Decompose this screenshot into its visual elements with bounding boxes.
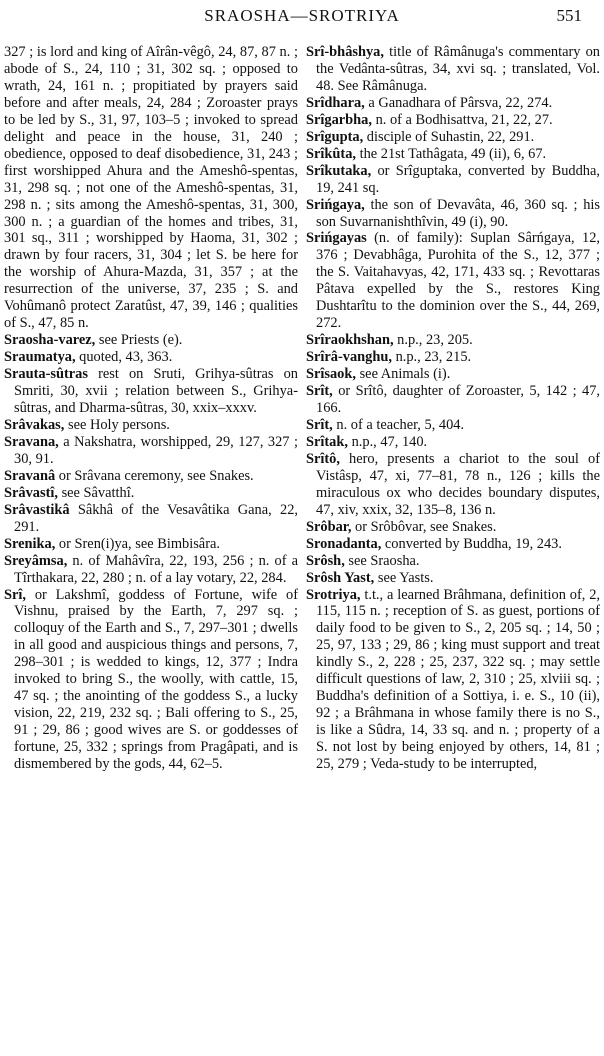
- entry-text: a Nakshatra, worshipped, 29, 127, 327 ; 30, 91.: [14, 433, 298, 467]
- entry-headword: Srâvakas,: [4, 416, 65, 433]
- entry-headword: Srôsh Yast,: [306, 569, 375, 586]
- index-entry: [4, 587, 298, 773]
- entry-text: (n. of family): Suplan Sârńgaya, 12, 376 ; Devabhâga, Purohita of the S., 12, 377 ; the S. Vaitahavyas, 42, 171, 433 sq. ; Revottaras Pâtava expelled by the S., restores King Dushtarîtu to the dominion over the S., 44, 269, 272.: [316, 230, 600, 332]
- index-entry: [306, 349, 600, 366]
- entry-headword: Srauta-sûtras: [4, 366, 88, 383]
- index-entry: [306, 163, 600, 197]
- entry-text: converted by Buddha, 19, 243.: [381, 535, 562, 552]
- entry-headword: Srîtak,: [306, 433, 348, 450]
- index-entry: [306, 112, 600, 129]
- entry-headword: Sreyâmsa,: [4, 552, 68, 569]
- entry-text: n. of a Bodhisattva, 21, 22, 27.: [371, 111, 553, 128]
- index-entry: [306, 451, 600, 519]
- entry-text: see Sâvatthî.: [57, 484, 135, 501]
- entry-headword: Srenika,: [4, 535, 56, 552]
- entry-headword: Srôsh,: [306, 552, 345, 569]
- entry-text: the son of Devavâta, 46, 360 sq. ; his son Suvarnanishthîvin, 49 (i), 90.: [316, 196, 600, 230]
- entry-text: quoted, 43, 363.: [75, 349, 173, 366]
- entry-text: see Sraosha.: [344, 552, 420, 569]
- index-entry: [4, 553, 298, 587]
- entry-text: title of Râmânuga's commentary on the Vedânta-sûtras, 34, xvi sq. ; translated, Vol. 48. See Râmânuga.: [316, 44, 600, 94]
- entry-headword: Srîsaok,: [306, 366, 356, 383]
- index-entry: [306, 332, 600, 349]
- right-column: [306, 44, 600, 773]
- index-entry: [306, 44, 600, 95]
- index-entry: [4, 468, 298, 485]
- entry-text: rest on Sruti, Grihya-sûtras on Smriti, 30, xvii ; relation between S., Grihya-sûtras, and Dharma-sûtras, 30, xxix–xxxv.: [14, 366, 298, 417]
- index-entry: [4, 332, 298, 349]
- index-entry: [306, 129, 600, 146]
- entry-headword: Srîgarbha,: [306, 111, 372, 128]
- entry-text: t.t., a learned Brâhmana, definition of, 2, 115, 115 n. ; reception of S. as guest, portions of daily food to be given to S., 2, 205 sq. ; 14, 50 ; 25, 97, 133 ; 29, 86 ; king must support and treat kindly S., 2, 228 ; 25, 237, 322 sq. ; may settle difficult questions of law, 2, 310 ; 25, xlviii sq. ; Buddha's definition of a Sottiya, i. e. S., 10 (ii), 92 ; a Brâhmana in whose family there is no S., is like a Sûdra, 14, 33 sq. and n. ; property of a S. not lost by being enjoyed by others, 14, 81 ; 25, 279 ; Veda-study to be interrupted,: [316, 586, 600, 773]
- entry-text: or Srôbôvar, see Snakes.: [351, 518, 497, 535]
- entry-text: n. of a teacher, 5, 404.: [332, 416, 465, 433]
- entry-text: see Animals (i).: [355, 366, 451, 383]
- entry-headword: Srîgupta,: [306, 128, 364, 145]
- entry-text: n.p., 23, 205.: [393, 332, 473, 349]
- entry-headword: Sravanâ: [4, 467, 56, 484]
- entry-headword: Srińgaya,: [306, 196, 365, 213]
- entry-text: or Srâvana ceremony, see Snakes.: [55, 467, 254, 484]
- index-entry: [306, 536, 600, 553]
- entry-headword: Srâvastî,: [4, 484, 58, 501]
- index-entry: [4, 536, 298, 553]
- entry-text: disciple of Suhastin, 22, 291.: [363, 128, 535, 145]
- entry-text: or Lakshmî, goddess of Fortune, wife of Vishnu, praised by the Earth, 7, 297 sq. ; colloquy of the Earth and S., 7, 297–301 ; dwells in all good and auspicious things and persons, 7, 298–301 ; is wedded to kings, 12, 377 ; Indra invoked to bring S., the woolly, with cattle, 15, 47 sq. ; the anointing of the goddess S., a lucky vision, 22, 219, 232 sq. ; Bali offering to S., 25, 91 ; 29, 86 ; good wives are S. or goddesses of fortune, 25, 332 ; springs from Pragâpati, and is dismembered by the gods, 44, 62–5.: [14, 586, 298, 773]
- entry-headword: Srît,: [306, 416, 333, 433]
- index-entry: [306, 383, 600, 417]
- entry-headword: Srîkûta,: [306, 145, 356, 162]
- index-entry: [306, 570, 600, 587]
- entry-headword: Srî,: [4, 586, 26, 603]
- index-entry: [4, 366, 298, 417]
- index-columns: [4, 44, 600, 773]
- entry-headword: Srît,: [306, 383, 333, 400]
- entry-headword: Srińgayas: [306, 230, 367, 247]
- index-entry: [306, 519, 600, 536]
- entry-text: or Srîtô, daughter of Zoroaster, 5, 142 ; 47, 166.: [316, 383, 600, 417]
- entry-headword: Srîkutaka,: [306, 162, 372, 179]
- entry-headword: Srâvastikâ: [4, 501, 70, 518]
- index-entry: [306, 197, 600, 231]
- entry-text: or Srîguptaka, converted by Buddha, 19, 241 sq.: [316, 162, 600, 196]
- entry-text: n.p., 47, 140.: [347, 433, 428, 450]
- entry-text: n.p., 23, 215.: [391, 349, 472, 366]
- index-entry: [4, 417, 298, 434]
- entry-headword: Sravana,: [4, 433, 59, 450]
- entry-text: n. of Mahâvîra, 22, 193, 256 ; n. of a Tîrthakara, 22, 280 ; n. of a lay votary, 22, 284.: [14, 552, 298, 586]
- entry-headword: Srîtô,: [306, 450, 340, 467]
- entry-headword: Srîraokhshan,: [306, 332, 394, 349]
- index-entry: [306, 146, 600, 163]
- entry-text: see Holy persons.: [64, 416, 170, 433]
- index-entry: [306, 95, 600, 112]
- entry-headword: Srîdhara,: [306, 94, 365, 111]
- entry-headword: Sronadanta,: [306, 535, 382, 552]
- index-entry: [306, 366, 600, 383]
- entry-headword: Srotriya,: [306, 586, 361, 603]
- index-entry: [4, 349, 298, 366]
- entry-text: see Yasts.: [374, 569, 434, 586]
- index-entry: [306, 587, 600, 773]
- entry-text: a Ganadhara of Pârsva, 22, 274.: [364, 94, 553, 111]
- index-entry: [306, 553, 600, 570]
- index-entry: [306, 230, 600, 332]
- page-header: [0, 6, 604, 32]
- index-entry: [4, 502, 298, 536]
- entry-text: 327 ; is lord and king of Aîrân-vêgô, 24, 87, 87 n. ; abode of S., 24, 110 ; 31, 302 sq. ; opposed to wrath, 24, 161 n. ; propitiated by prayers said before and after meals, 24, 284 ; Zoroaster prays to be led by S., 31, 97, 103–5 ; invoked to spread delight and peace in the house, 31, 240 ; obedience, opposed to deaf disobedience, 31, 243 ; first worshipped Ahura and the Ameshô-spentas, 31, 298 sq. ; not one of the Ameshô-spentas, 31, 298 n. ; sits among the Ameshô-spentas, 31, 300, 300 n. ; a guardian of the homes and tribes, 31, 301 sq., 311 ; worshipped by Haoma, 31, 302 ; drawn by four racers, 31, 304 ; let S. be here for the worship of Ahura-Mazda, 31, 357 ; at the resurrection of the universe, 37, 235 ; S. and Vohûmanô protect Zaratûst, 47, 39, 146 ; qualities of S., 47, 85 n.: [4, 44, 298, 332]
- entry-text: Sâkhâ of the Vesavâtika Gana, 22, 291.: [14, 501, 298, 535]
- page-number: 551: [556, 6, 582, 25]
- entry-headword: Srî-bhâshya,: [306, 44, 384, 60]
- entry-text: see Priests (e).: [95, 332, 183, 349]
- index-entry: [306, 434, 600, 451]
- entry-headword: Sraosha-varez,: [4, 332, 96, 349]
- entry-text: or Sren(i)ya, see Bimbisâra.: [55, 535, 220, 552]
- left-column: [4, 44, 298, 773]
- index-entry: [4, 44, 298, 332]
- entry-headword: Srîrâ-vanghu,: [306, 349, 392, 366]
- index-entry: [4, 485, 298, 502]
- index-entry: [4, 434, 298, 468]
- index-entry: [306, 417, 600, 434]
- entry-text: the 21st Tathâgata, 49 (ii), 6, 67.: [355, 145, 547, 162]
- running-head: SRAOSHA—SROTRIYA: [204, 6, 400, 25]
- entry-text: hero, presents a chariot to the soul of Vistâsp, 47, xi, 77–81, 78 n., 126 ; kills the miraculous ox who decides boundary disputes, 47, xiv, xxix, 32, 135–8, 136 n.: [316, 450, 600, 518]
- entry-headword: Sraumatya,: [4, 349, 76, 366]
- entry-headword: Srôbar,: [306, 518, 352, 535]
